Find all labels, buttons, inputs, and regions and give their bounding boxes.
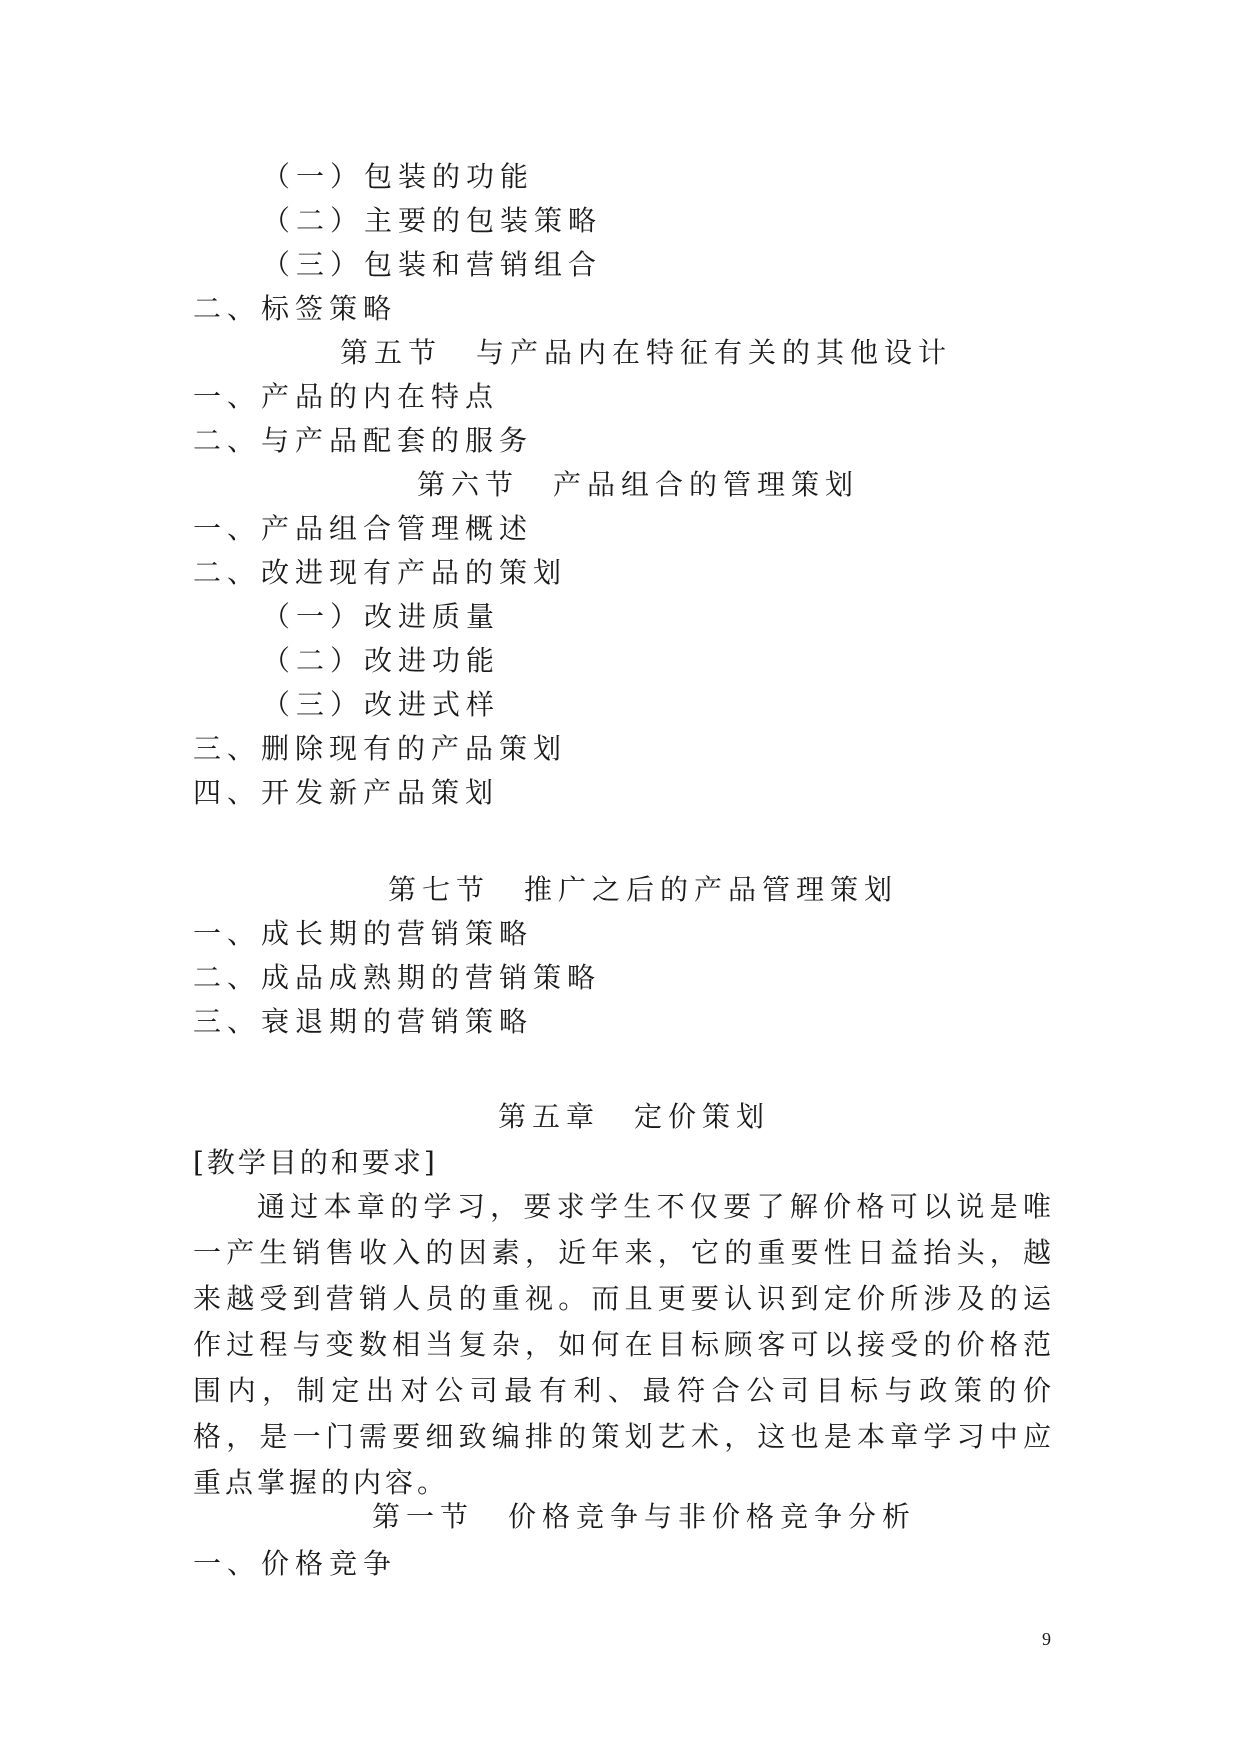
- section-heading-6: 第六节 产品组合的管理策划: [417, 468, 860, 501]
- section-heading-5: 第五节 与产品内在特征有关的其他设计: [340, 336, 953, 369]
- subsection-improve-function: （二）改进功能: [262, 644, 501, 677]
- chapter-heading-5: 第五章 定价策划: [498, 1100, 771, 1133]
- subsection-packaging-function: （一）包装的功能: [262, 160, 535, 193]
- item-maturity-stage: 二、成品成熟期的营销策略: [193, 961, 602, 994]
- item-improve-products: 二、改进现有产品的策划: [193, 556, 568, 589]
- item-portfolio-overview: 一、产品组合管理概述: [193, 512, 534, 545]
- subsection-packaging-strategy: （二）主要的包装策略: [262, 204, 603, 237]
- subsection-packaging-marketing-mix: （三）包装和营销组合: [262, 248, 603, 281]
- subsection-improve-style: （三）改进式样: [262, 688, 501, 721]
- page-number: 9: [1042, 1629, 1051, 1649]
- section-heading-7: 第七节 推广之后的产品管理策划: [388, 873, 899, 906]
- item-decline-stage: 三、衰退期的营销策略: [193, 1005, 534, 1038]
- item-price-competition: 一、价格竞争: [193, 1547, 398, 1580]
- item-product-intrinsic: 一、产品的内在特点: [193, 380, 500, 413]
- chapter-intro-paragraph: 通过本章的学习，要求学生不仅要了解价格可以说是唯一产生销售收入的因素，近年来，它的重要性日益抬头，越来越受到营销人员的重视。而且更要认识到定价所涉及的运作过程与变数相当复杂，如何在目标顾客可以接受的价格范围内，制定出对公司最有利、最符合公司目标与政策的价格，是一门需要细致编排的策划艺术，这也是本章学习中应重点掌握的内容。: [193, 1190, 1055, 1499]
- item-label-strategy: 二、标签策略: [193, 292, 398, 325]
- item-new-products: 四、开发新产品策划: [193, 776, 500, 809]
- subsection-improve-quality: （一）改进质量: [262, 600, 501, 633]
- section-heading-1: 第一节 价格竞争与非价格竞争分析: [372, 1500, 917, 1533]
- item-delete-products: 三、删除现有的产品策划: [193, 732, 568, 765]
- teaching-goals-label: [教学目的和要求]: [193, 1146, 438, 1179]
- item-product-service: 二、与产品配套的服务: [193, 424, 534, 457]
- item-growth-stage: 一、成长期的营销策略: [193, 917, 534, 950]
